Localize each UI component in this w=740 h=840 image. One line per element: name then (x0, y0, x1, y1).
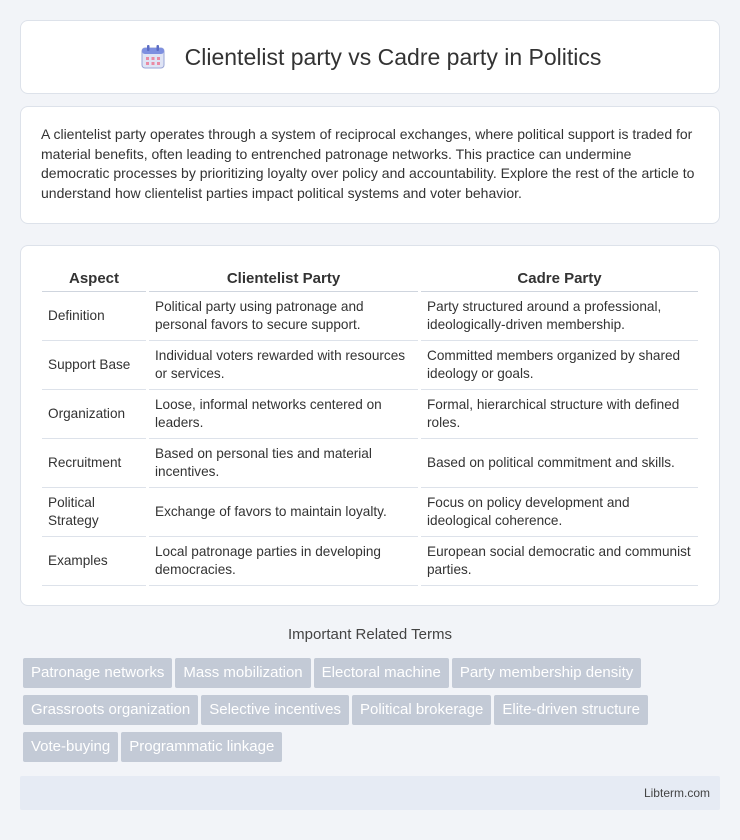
table-row (42, 292, 698, 341)
clientelist-cell: Exchange of favors to maintain loyalty. (149, 488, 418, 537)
footer-site-link[interactable]: Libterm.com (643, 786, 710, 800)
cadre-cell: Focus on policy development and ideological coherence. (421, 488, 698, 537)
aspect-cell: Examples (42, 537, 146, 586)
comparison-table-card (20, 245, 720, 606)
table-row (42, 439, 698, 488)
header-aspect: Aspect (42, 266, 146, 292)
related-term-tag[interactable]: Electoral machine (314, 658, 449, 688)
title-card (20, 20, 720, 94)
related-term-tag[interactable]: Patronage networks (23, 658, 172, 688)
cadre-cell: Formal, hierarchical structure with defined roles. (421, 390, 698, 439)
table-row (42, 537, 698, 586)
table-row (42, 341, 698, 390)
table-row (42, 488, 698, 537)
related-terms-list (23, 658, 723, 769)
related-term-tag[interactable]: Programmatic linkage (121, 732, 282, 762)
cadre-cell: Based on political commitment and skills. (421, 439, 698, 488)
page-title: Clientelist party vs Cadre party in Politics (184, 43, 602, 70)
clientelist-cell: Based on personal ties and material incentives. (149, 439, 418, 488)
clientelist-cell: Loose, informal networks centered on leaders. (149, 390, 418, 439)
related-term-tag[interactable]: Elite-driven structure (494, 695, 648, 725)
table-header-row (42, 266, 698, 292)
clientelist-cell: Individual voters rewarded with resources or services. (149, 341, 418, 390)
aspect-cell: Political Strategy (42, 488, 146, 537)
calendar-icon (139, 43, 167, 71)
clientelist-cell: Political party using patronage and personal favors to secure support. (149, 292, 418, 341)
related-term-tag[interactable]: Grassroots organization (23, 695, 198, 725)
related-term-tag[interactable]: Mass mobilization (175, 658, 310, 688)
related-term-tag[interactable]: Political brokerage (352, 695, 491, 725)
related-term-tag[interactable]: Selective incentives (201, 695, 349, 725)
cadre-cell: Committed members organized by shared ideology or goals. (421, 341, 698, 390)
intro-paragraph: A clientelist party operates through a system of reciprocal exchanges, where political support is traded for material benefits, often leading to entrenched patronage networks. This practice can undermine democratic processes by prioritizing loyalty over policy and accountability. Explore the rest of the article to understand how clientelist parties impact political systems and voter behavior. (41, 126, 695, 201)
related-term-tag[interactable]: Party membership density (452, 658, 641, 688)
table-row (42, 390, 698, 439)
intro-card (20, 106, 720, 224)
cadre-cell: Party structured around a professional, ideologically-driven membership. (421, 292, 698, 341)
aspect-cell: Support Base (42, 341, 146, 390)
aspect-cell: Organization (42, 390, 146, 439)
aspect-cell: Recruitment (42, 439, 146, 488)
comparison-table (39, 266, 701, 586)
aspect-cell: Definition (42, 292, 146, 341)
header-clientelist: Clientelist Party (149, 266, 418, 292)
clientelist-cell: Local patronage parties in developing democracies. (149, 537, 418, 586)
related-term-tag[interactable]: Vote-buying (23, 732, 118, 762)
related-terms-title: Important Related Terms (288, 626, 452, 643)
footer (20, 776, 720, 810)
cadre-cell: European social democratic and communist parties. (421, 537, 698, 586)
header-cadre: Cadre Party (421, 266, 698, 292)
